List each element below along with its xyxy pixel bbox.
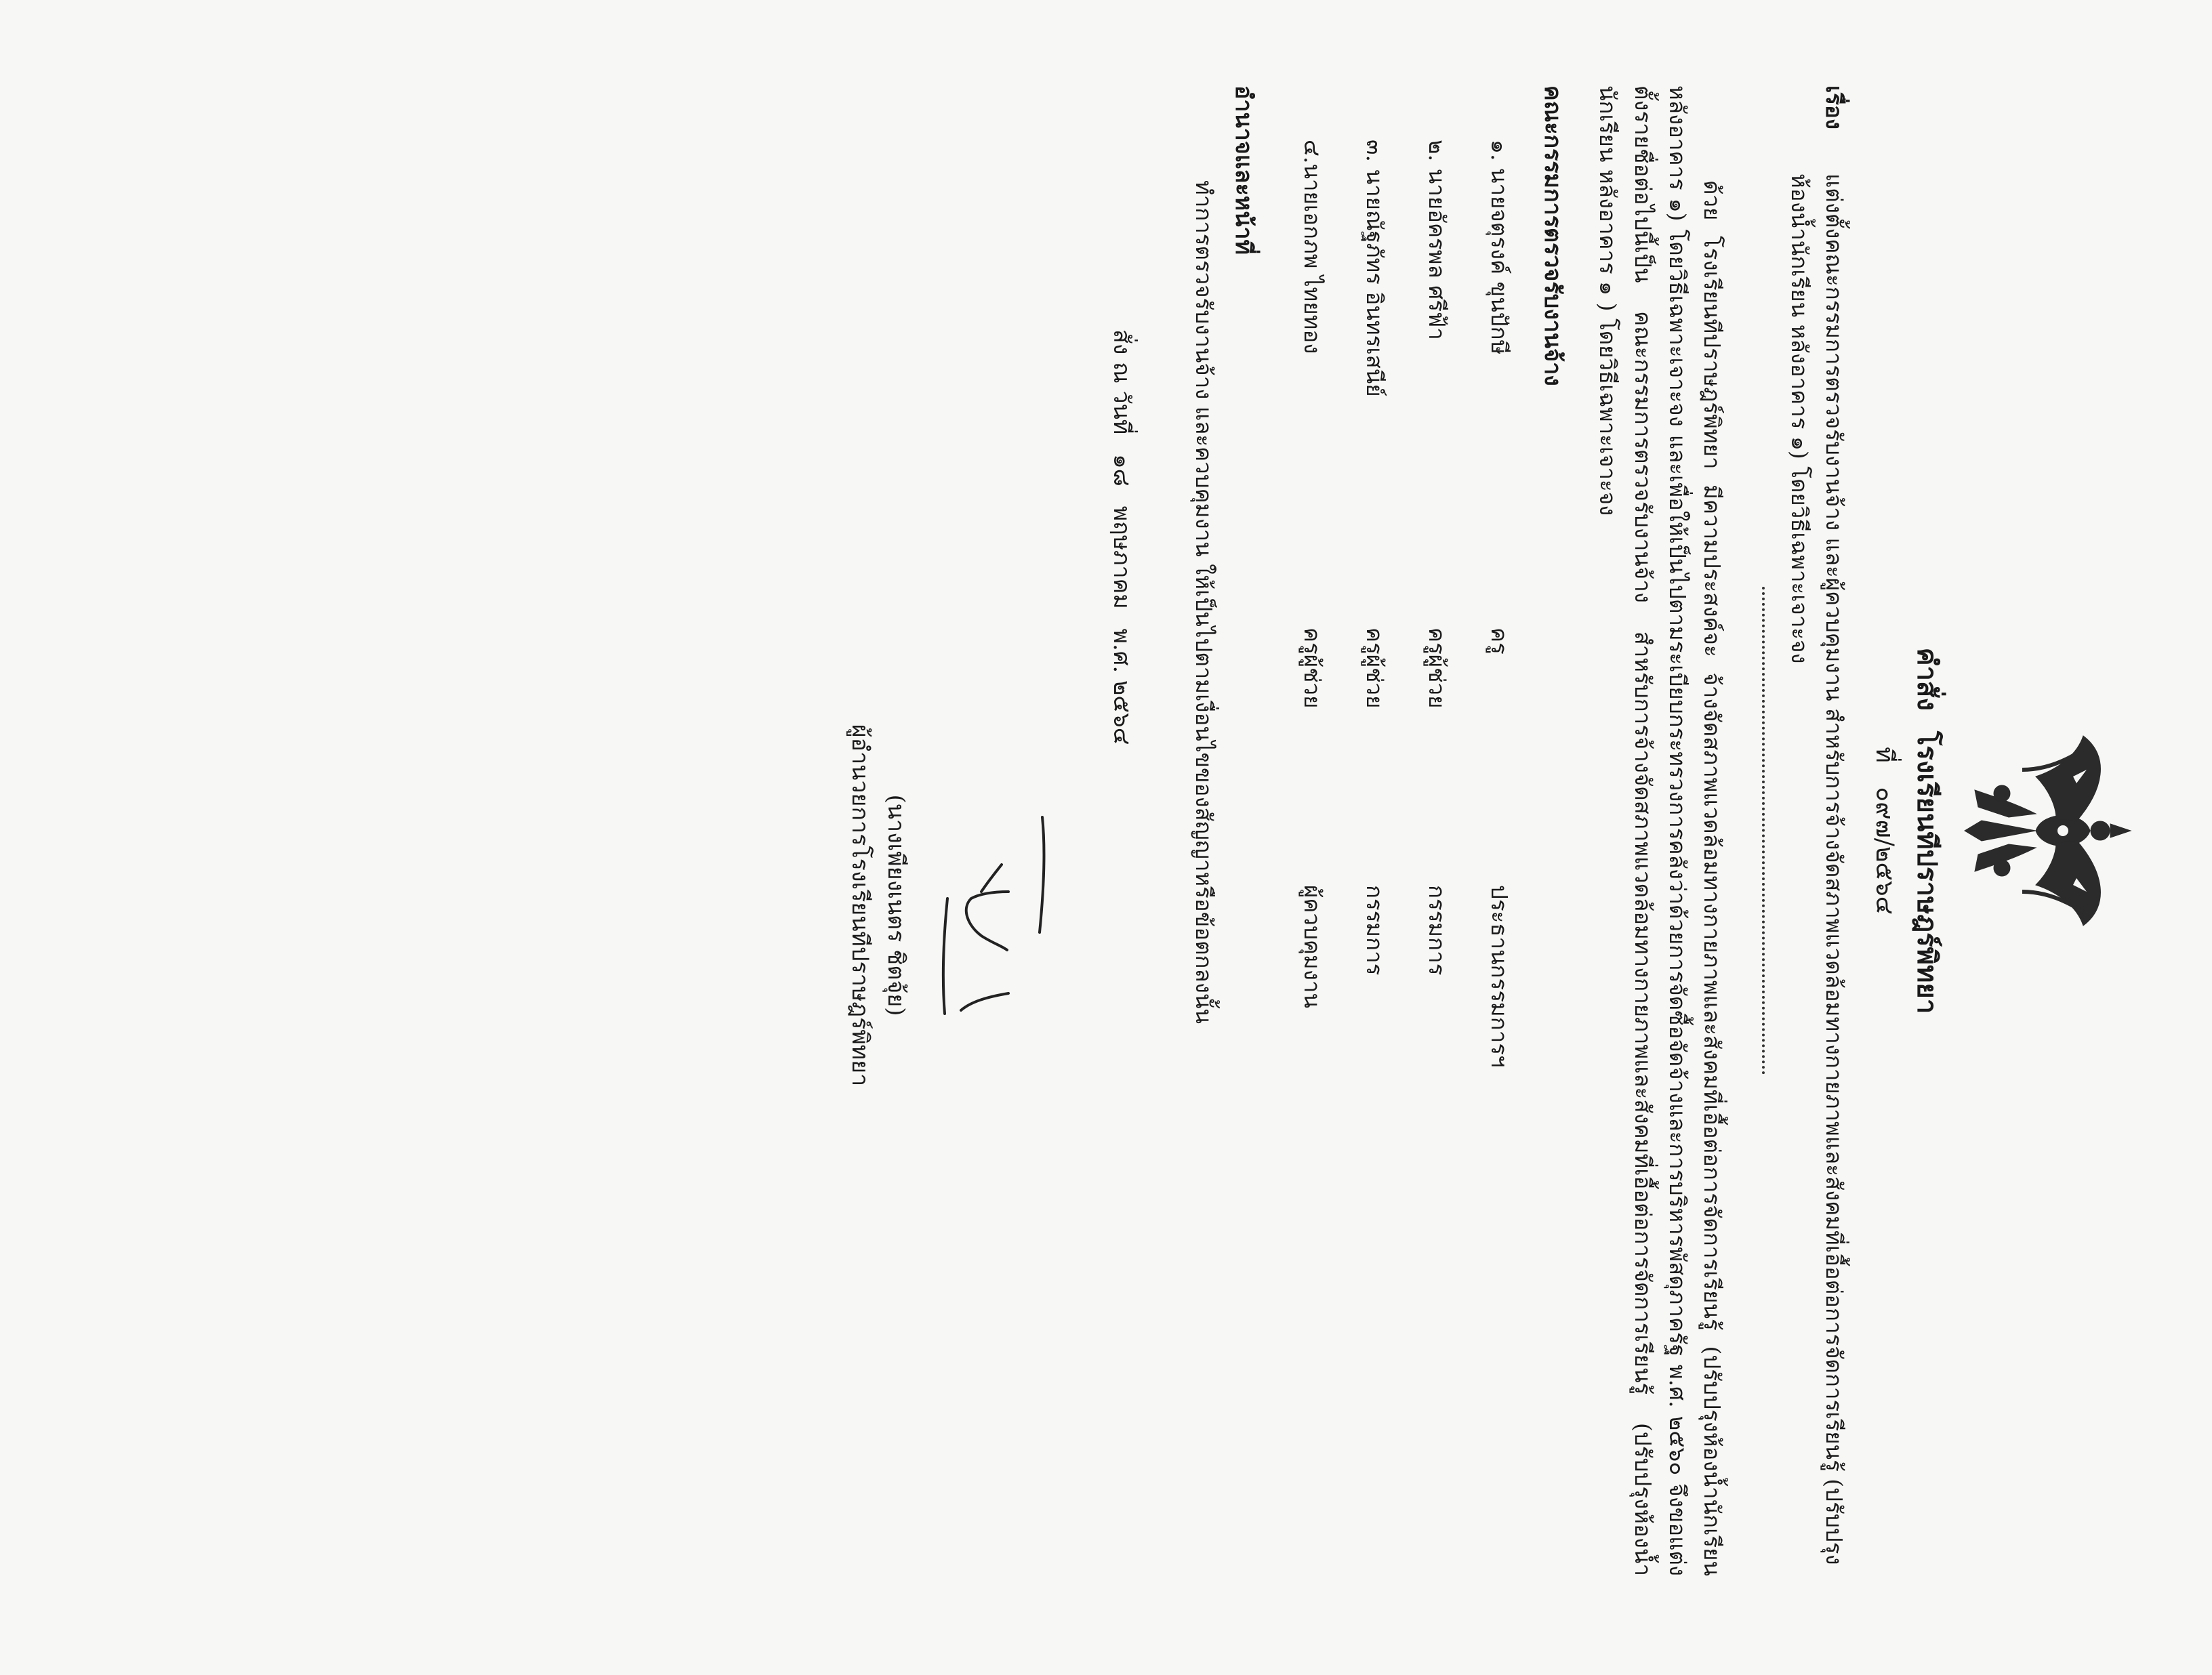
subject-text: แต่งตั้งคณะกรรมการตรวจรับงานจ้าง และผู้ควบคุมงาน สำหรับการจ้างจัดสภาพแวดล้อมทางกายภาพและสังคมที่เอื้อต่อการจัดการเรียนรู้ (ปรับปรุงห้องน้ำนักเรียน หลังอาคาร ๑) โดยวิธีเฉพาะเจาะจง xyxy=(1786,173,1848,1565)
member-position: ครูผู้ช่วย xyxy=(1361,627,1389,709)
dotted-divider xyxy=(1762,587,1765,1075)
order-number xyxy=(1865,85,1903,1576)
signature-area xyxy=(914,85,1090,1576)
signer-title: ผู้อำนวยการโรงเรียนทีปราษฎร์พิทยา xyxy=(846,724,874,1087)
duty-text: ทำการตรวจรับงานจ้าง และควบคุมงาน ให้เป็นไปตามเงื่อนไขของสัญญาหรือข้อตกลงนั้น xyxy=(1190,180,1217,1024)
subject-label: เรื่อง xyxy=(1821,85,1848,129)
school-name: โรงเรียนทีปราษฎร์พิทยา xyxy=(1911,730,1943,1014)
committee-member xyxy=(1469,140,1531,1576)
member-name: ๑. นายจตุรงค์ ขุนปักษี xyxy=(1486,140,1513,355)
issued-month: พฤษภาคม xyxy=(1107,505,1135,609)
number-label: ที่ xyxy=(1870,747,1898,763)
committee-member xyxy=(1282,140,1344,1576)
number-value: ๐๙๗/๒๕๖๔ xyxy=(1870,787,1898,915)
committee-title: คณะกรรมการตรวจรับงานจ้าง xyxy=(1539,85,1567,386)
committee-list xyxy=(1282,140,1531,1576)
signer-name: (นางเพียงเนตร ชิตจุ้ย) xyxy=(882,794,910,1016)
member-role: ผู้ควบคุมงาน xyxy=(1299,885,1326,1008)
member-name: ๒. นายอัครพล ศรีฟ้า xyxy=(1424,140,1451,340)
issued-year: พ.ศ. ๒๕๖๔ xyxy=(1107,628,1135,745)
member-role: กรรมการ xyxy=(1424,885,1451,976)
duty-title: อำนาจและหน้าที่ xyxy=(1229,85,1257,255)
subject-line xyxy=(1782,85,1851,1576)
member-role: กรรมการ xyxy=(1361,885,1389,976)
order-label: คำสั่ง xyxy=(1911,647,1943,711)
garuda-emblem-icon xyxy=(1954,729,2158,932)
member-position: ครู xyxy=(1486,627,1513,655)
signature-icon xyxy=(920,790,1083,1048)
document-content xyxy=(842,85,2158,1576)
order-heading xyxy=(1906,85,1948,1576)
member-role: ประธานกรรมการฯ xyxy=(1486,885,1513,1068)
issued-day: ๑๘ xyxy=(1107,454,1135,487)
member-name: ๔.นายเอกภพ ไทยทอง xyxy=(1299,140,1326,354)
member-position: ครูผู้ช่วย xyxy=(1424,627,1451,709)
member-name: ๓. นายณัฐภัทร อินทรเสนีย์ xyxy=(1361,140,1389,397)
committee-member xyxy=(1406,140,1469,1576)
signer-block xyxy=(842,600,914,1210)
body-paragraph: ด้วย โรงเรียนทีปราษฎร์พิทยา มีความประสงค์จะ จ้างจัดสภาพแวดล้อมทางกายภาพและสังคมที่เอื้อต่อการจัดการเรียนรู้ (ปรับปรุงห้องน้ำนักเรียน หลังอาคาร ๑) โดยวิธีเฉพาะเจาะจง และเพื่อให้เป็นไปตามระเบียบกระทรวงการคลังว่าด้วยการจัดซื้อจัดจ้างและการบริหารพัสดุภาครัฐ พ.ศ. ๒๕๖๐ จึงขอแต่งตั้งรายชื่อต่อไปนี้เป็น คณะกรรมการตรวจรับงานจ้าง สำหรับการจ้างจัดสภาพแวดล้อมทางกายภาพและสังคมที่เอื้อต่อการจัดการเรียนรู้ (ปรับปรุงห้องน้ำนักเรียน หลังอาคาร ๑ ) โดยวิธีเฉพาะเจาะจง xyxy=(1595,85,1725,1576)
committee-member xyxy=(1344,140,1406,1576)
issued-date xyxy=(1103,329,1139,1576)
member-position: ครูผู้ช่วย xyxy=(1299,627,1326,709)
issued-prefix: สั่ง ณ วันที่ xyxy=(1107,329,1135,435)
